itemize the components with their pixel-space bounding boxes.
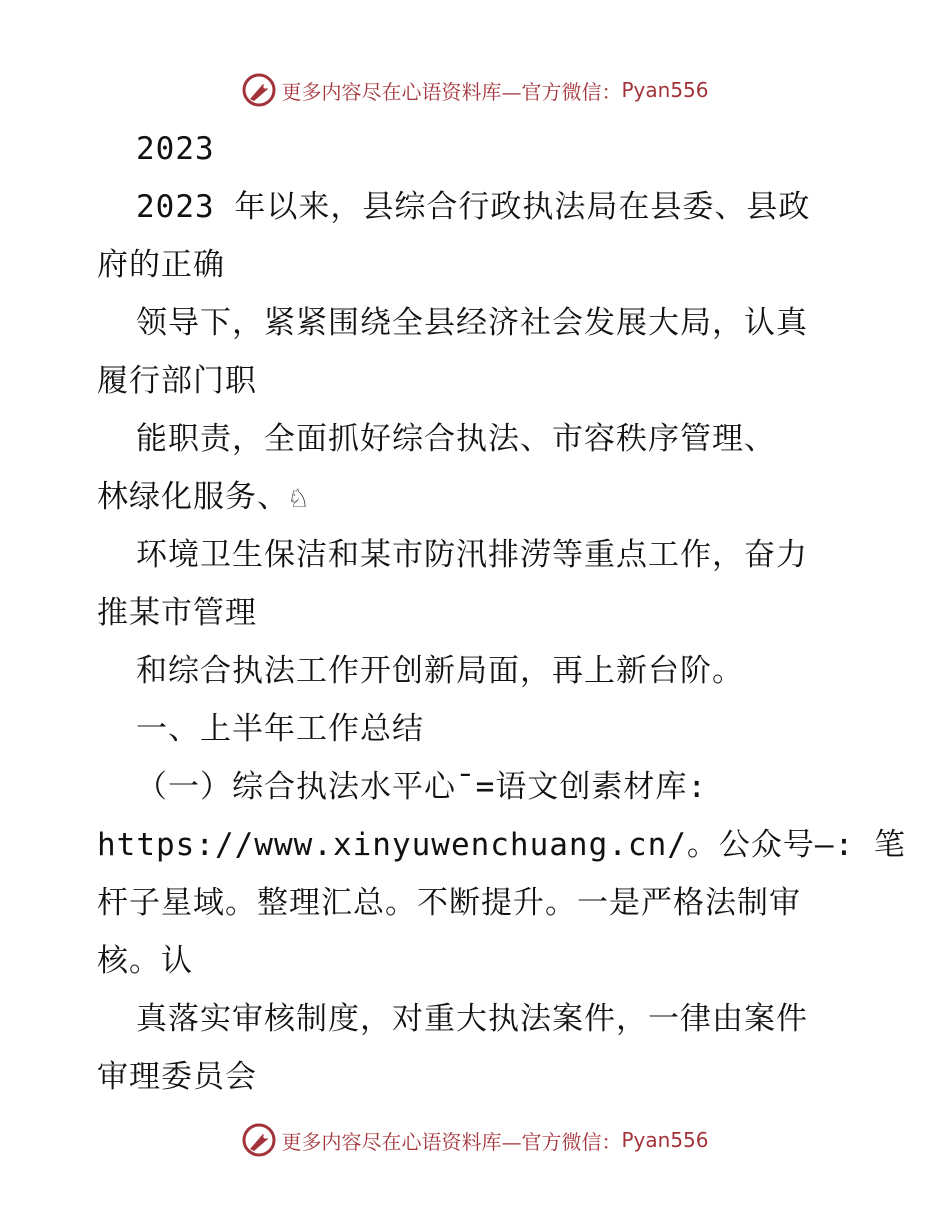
header-watermark-banner xyxy=(0,68,950,112)
doc-line: 杆子星域。整理汇总。不断提升。一是严格法制审 xyxy=(97,885,801,921)
doc-line: 审理委员会 xyxy=(97,1059,257,1095)
pen-nib-circle-icon xyxy=(241,72,277,108)
banner-text: 更多内容尽在心语资料库—官方微信： xyxy=(281,1129,622,1154)
doc-line: 核。认 xyxy=(97,943,193,979)
document-body xyxy=(97,120,906,1106)
banner-contact-id: Pyan556 xyxy=(621,78,709,102)
banner-contact-id: Pyan556 xyxy=(621,1128,709,1152)
pen-nib-circle-icon xyxy=(241,1122,277,1158)
doc-line: 推某市管理 xyxy=(97,595,257,631)
footer-watermark-banner xyxy=(0,1118,950,1162)
doc-line: 能职责，全面抓好综合执法、市容秩序管理、 xyxy=(136,421,776,457)
doc-line: 府的正确 xyxy=(97,247,225,283)
section-heading: 一、上半年工作总结 xyxy=(136,711,424,747)
doc-line: 林绿化服务、♘ xyxy=(97,479,309,515)
doc-line: 履行部门职 xyxy=(97,363,257,399)
doc-line: 领导下，紧紧围绕全县经济社会发展大局，认真 xyxy=(136,305,808,341)
doc-line: 和综合执法工作开创新局面，再上新台阶。 xyxy=(136,653,744,689)
doc-line: 2023 年以来，县综合行政执法局在县委、县政 xyxy=(136,189,811,225)
banner-text: 更多内容尽在心语资料库—官方微信： xyxy=(281,79,622,104)
doc-line: 2023 xyxy=(136,131,215,167)
doc-line: 环境卫生保洁和某市防汛排涝等重点工作，奋力 xyxy=(136,537,808,573)
doc-line: 真落实审核制度，对重大执法案件，一律由案件 xyxy=(136,1001,808,1037)
subsection-heading: （一）综合执法水平心¯=语文创素材库: xyxy=(136,769,707,805)
doc-line: https://www.xinyuwenchuang.cn/。公众号—: 笔 xyxy=(97,827,906,863)
